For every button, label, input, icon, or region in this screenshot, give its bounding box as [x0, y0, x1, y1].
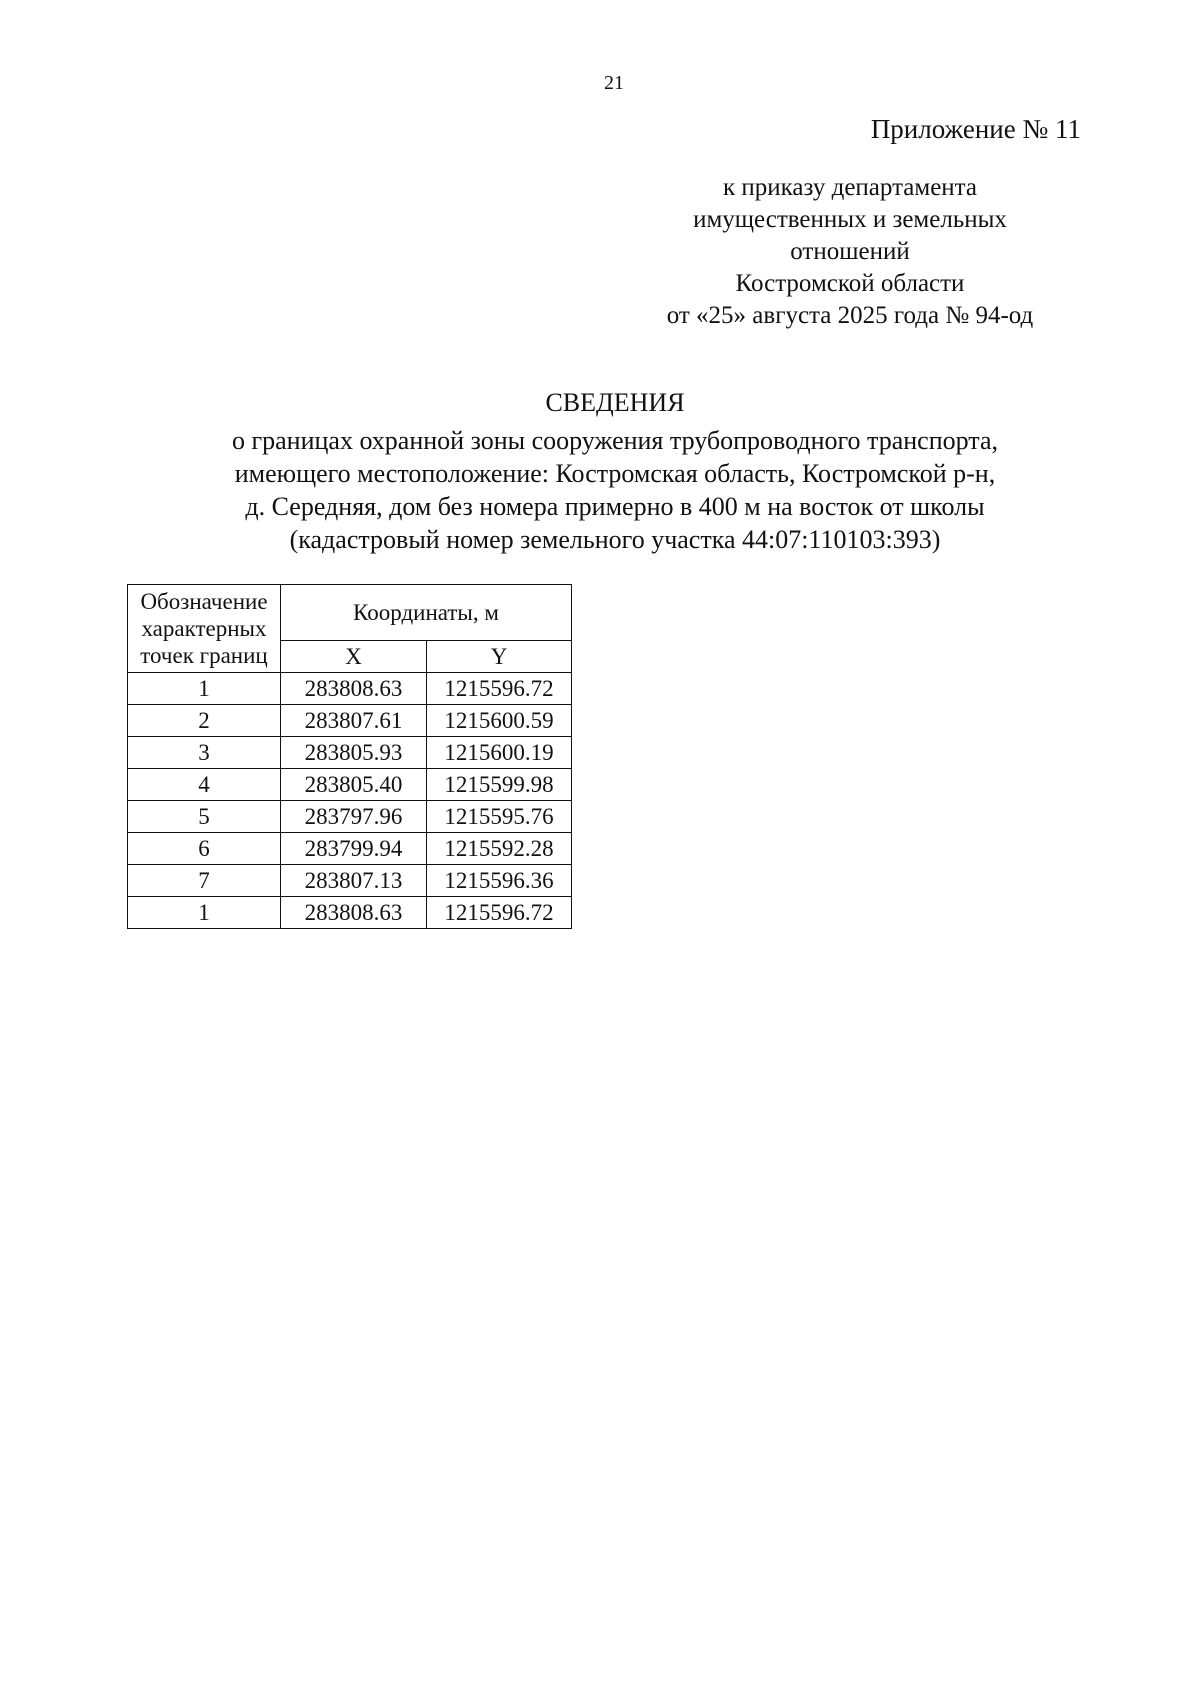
cell-point: 5 [128, 801, 281, 833]
table-row [128, 737, 572, 769]
header-point-line: характерных [141, 616, 267, 641]
header-x: X [281, 641, 427, 673]
subheading-line: о границах охранной зоны сооружения трубопроводного транспорта, [231, 426, 999, 455]
table-row [128, 897, 572, 929]
order-ref-line: Костромской области [735, 270, 965, 297]
cell-x: 283807.61 [281, 705, 427, 737]
header-point-line: Обозначение [140, 589, 268, 614]
subheading-line: имеющего местоположение: Костромская область, Костромской р-н, [234, 459, 996, 488]
cell-x: 283808.63 [281, 673, 427, 705]
cell-y: 1215596.72 [427, 673, 572, 705]
cell-x: 283799.94 [281, 833, 427, 865]
coordinates-table [127, 584, 572, 929]
cell-x: 283797.96 [281, 801, 427, 833]
cell-y: 1215596.72 [427, 897, 572, 929]
cell-point: 2 [128, 705, 281, 737]
page-number: 21 [604, 72, 624, 94]
table-row [128, 833, 572, 865]
header-coordinates: Координаты, м [281, 585, 572, 641]
order-reference [620, 172, 1080, 332]
cell-x: 283808.63 [281, 897, 427, 929]
table-row [128, 769, 572, 801]
table-row [128, 865, 572, 897]
cell-point: 6 [128, 833, 281, 865]
order-ref-line: имущественных и земельных [693, 206, 1007, 233]
cell-point: 1 [128, 673, 281, 705]
table-row [128, 673, 572, 705]
cell-x: 283805.40 [281, 769, 427, 801]
cell-x: 283805.93 [281, 737, 427, 769]
cell-y: 1215600.19 [427, 737, 572, 769]
subheading-line: д. Середняя, дом без номера примерно в 400 м на восток от школы [245, 492, 985, 521]
cell-y: 1215592.28 [427, 833, 572, 865]
cell-point: 4 [128, 769, 281, 801]
cell-point: 7 [128, 865, 281, 897]
cell-y: 1215595.76 [427, 801, 572, 833]
appendix-title: Приложение № 11 [870, 114, 1081, 144]
cell-y: 1215599.98 [427, 769, 572, 801]
cell-point: 3 [128, 737, 281, 769]
document-heading: СВЕДЕНИЯ [545, 388, 685, 417]
header-point-line: точек границ [140, 643, 268, 668]
table-row [128, 705, 572, 737]
cell-point: 1 [128, 897, 281, 929]
document-subheading [0, 424, 1200, 556]
cell-y: 1215600.59 [427, 705, 572, 737]
table-row [128, 801, 572, 833]
header-point-designation [128, 585, 281, 673]
order-ref-line: от «25» августа 2025 года № 94-од [666, 302, 1034, 329]
cell-y: 1215596.36 [427, 865, 572, 897]
cell-x: 283807.13 [281, 865, 427, 897]
order-ref-line: отношений [790, 238, 910, 265]
table-header-row [128, 585, 572, 641]
header-y: Y [427, 641, 572, 673]
order-ref-line: к приказу департамента [722, 174, 978, 201]
subheading-line: (кадастровый номер земельного участка 44:07:110103:393) [289, 525, 941, 554]
